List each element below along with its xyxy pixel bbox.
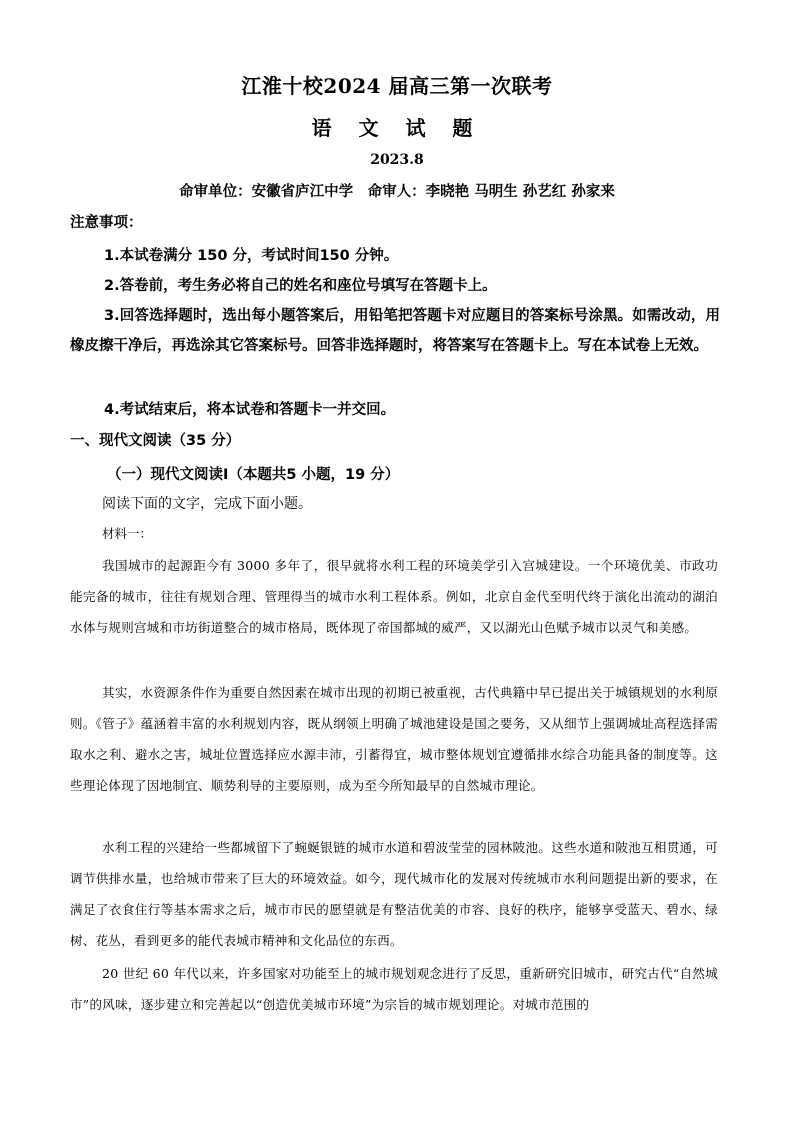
material-paragraph-2: 其实，水资源条件作为重要自然因素在城市出现的初期已被重视，古代典籍中早已提出关于城镇规划的水利原则。《管子》蕴涵着丰富的水利规划内容，既从纲领上明确了城池建设是国之要务，又从细节上强调城址高程选择需取水之利、避水之害，城址位置选择应水源丰沛，引蓄得宜，城市整体规划宜遵循排水综合功能具备的制度等。这些理论体现了因地制宜、顺势利导的主要原则，成为至今所知最早的自然城市理论。 <box>70 685 718 793</box>
material-paragraph-4: 20 世纪 60 年代以来，许多国家对功能至上的城市规划观念进行了反思，重新研究旧城市，研究古代“自然城市”的风味，逐步建立和完善起以“创造优美城市环境”为宗旨的城市规划理论。对城市范围的 <box>70 966 718 1012</box>
notice-item-4: 4.考试结束后，将本试卷和答题卡一并交回。 <box>104 402 396 418</box>
material-paragraph-1: 我国城市的起源距今有 3000 多年了，很早就将水利工程的环境美学引入宫城建设。一个环境优美、市政功能完备的城市，往往有规划合理、管理得当的城市水利工程体系。例如，北京自金代至明代终于演化出流动的湖泊水体与规则宫城和市坊街道整合的城市格局，既体现了帝国都城的威严，又以湖光山色赋予城市以灵气和美感。 <box>70 558 718 635</box>
exam-date: 2023.8 <box>370 152 424 168</box>
exam-subject: 语 文 试 题 <box>311 116 483 140</box>
exam-title: 江淮十校2024 届高三第一次联考 <box>241 74 553 98</box>
notice-item-3: 3.回答选择题时，选出每小题答案后，用铅笔把答题卡对应题目的答案标号涂黑。如需改动，用橡皮擦干净后，再选涂其它答案标号。回答非选择题时，将答案写在答题卡上。写在本试卷上无效。 <box>70 308 720 354</box>
notice-heading: 注意事项： <box>70 215 143 231</box>
subsection-heading: （一）现代文阅读Ⅰ（本题共5 小题，19 分） <box>107 467 400 483</box>
material-paragraph-3: 水利工程的兴建给一些都城留下了蜿蜒银链的城市水道和碧波莹莹的园林陂池。这些水道和陂池互相贯通，可调节供排水量，也给城市带来了巨大的环境效益。如今，现代城市化的发展对传统城市水利问题提出新的要求，在满足了衣食住行等基本需求之后，城市市民的愿望就是有整洁优美的市容、良好的秩序，能够享受蓝天、碧水、绿树、花丛，看到更多的能代表城市精神和文化品位的东西。 <box>70 840 718 948</box>
notice-item-2: 2.答卷前，考生务必将自己的姓名和座位号填写在答题卡上。 <box>104 278 497 294</box>
notice-item-1: 1.本试卷满分 150 分，考试时间150 分钟。 <box>104 248 399 264</box>
reading-instruction: 阅读下面的文字，完成下面小题。 <box>102 496 312 512</box>
exam-authors: 命审单位：安徽省庐江中学 命审人：李晓艳 马明生 孙艺红 孙家来 <box>179 184 615 200</box>
material-label: 材料一： <box>102 526 153 541</box>
section-heading: 一、现代文阅读（35 分） <box>70 433 241 449</box>
